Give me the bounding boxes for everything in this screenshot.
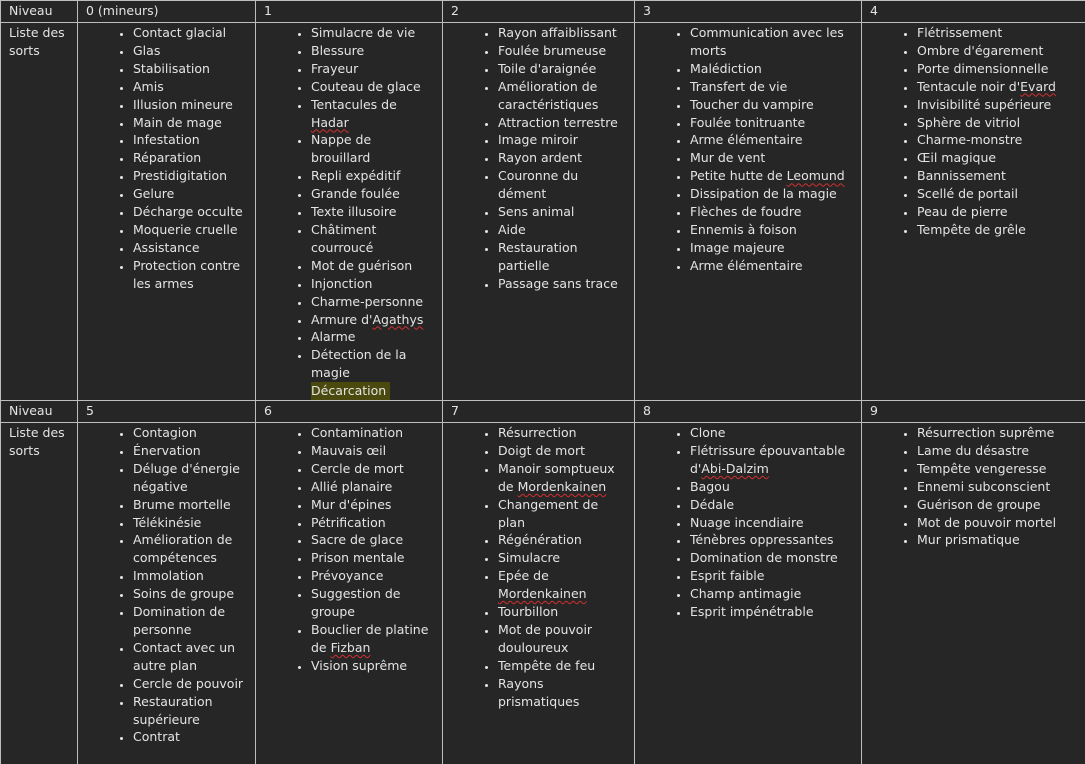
spell-item[interactable] xyxy=(133,496,247,514)
liste-label[interactable]: Liste des sorts xyxy=(1,423,78,764)
spell-item[interactable] xyxy=(498,42,626,60)
spell-cell[interactable] xyxy=(78,23,256,401)
spell-name: Tempête vengeresse xyxy=(917,461,1046,476)
spell-name: Simulacre xyxy=(498,550,560,565)
spell-name: Passage sans trace xyxy=(498,276,618,291)
spell-item[interactable] xyxy=(498,275,626,293)
spellcheck-underline: Agathys xyxy=(372,312,423,327)
spellcheck-underline: Mordenkainen xyxy=(498,586,587,601)
spell-name: Tentacule noir d'Evard xyxy=(917,79,1056,94)
spell-item[interactable] xyxy=(498,496,626,532)
spell-name: Œil magique xyxy=(917,150,996,165)
spell-item[interactable] xyxy=(917,424,1077,442)
spell-name: Bagou xyxy=(690,479,730,494)
spell-name: Aide xyxy=(498,222,526,237)
spell-item[interactable] xyxy=(690,149,853,167)
spell-name: Toucher du vampire xyxy=(690,97,814,112)
spell-item[interactable] xyxy=(133,60,247,78)
spell-name: Manoir somptueux de Mordenkainen xyxy=(498,461,615,494)
spell-list xyxy=(643,424,853,621)
spell-item[interactable] xyxy=(917,114,1077,132)
spell-item[interactable] xyxy=(133,639,247,675)
spell-item[interactable] xyxy=(133,42,247,60)
spell-name: Simulacre de vie xyxy=(311,25,415,40)
spell-name: Grande foulée xyxy=(311,186,400,201)
spell-cell[interactable] xyxy=(78,423,256,764)
spell-item[interactable] xyxy=(498,675,626,711)
spell-name: Flétrissement xyxy=(917,25,1002,40)
spell-item[interactable] xyxy=(311,24,434,42)
spell-name: Cercle de pouvoir xyxy=(133,676,243,691)
spell-name: Glas xyxy=(133,43,160,58)
level-cell[interactable]: 6 xyxy=(256,401,443,423)
spell-name: Doigt de mort xyxy=(498,443,585,458)
spell-name: Vision suprême xyxy=(311,658,407,673)
spell-list-row xyxy=(1,423,1085,764)
spell-item[interactable] xyxy=(917,460,1077,478)
spell-item[interactable] xyxy=(498,24,626,42)
spell-name: Contamination xyxy=(311,425,403,440)
spell-item[interactable] xyxy=(690,24,853,60)
spell-item[interactable] xyxy=(690,531,853,549)
spell-item[interactable] xyxy=(498,657,626,675)
spell-item[interactable] xyxy=(917,496,1077,514)
spell-name: Frayeur xyxy=(311,61,358,76)
spellcheck-underline: Mordenkainen xyxy=(518,479,607,494)
spell-item[interactable] xyxy=(917,478,1077,496)
spell-name: Domination de monstre xyxy=(690,550,838,565)
spellcheck-underline: Evard xyxy=(1020,79,1056,94)
spell-name: Sacre de glace xyxy=(311,532,403,547)
spell-item[interactable] xyxy=(498,221,626,239)
spell-list xyxy=(451,424,626,711)
spell-item[interactable] xyxy=(498,114,626,132)
spell-name: Allié planaire xyxy=(311,479,392,494)
spell-name: Immolation xyxy=(133,568,204,583)
spell-cell[interactable] xyxy=(862,23,1085,401)
spell-list xyxy=(86,24,247,293)
spellcheck-underline: Hadar xyxy=(311,115,349,130)
spell-name: Esprit impénétrable xyxy=(690,604,814,619)
spell-name: Rayon affaiblissant xyxy=(498,25,617,40)
spell-item[interactable] xyxy=(917,221,1077,239)
spell-item[interactable] xyxy=(133,531,247,567)
spell-item[interactable] xyxy=(917,96,1077,114)
level-header-row xyxy=(1,401,1085,423)
spell-item[interactable] xyxy=(311,221,434,257)
spell-name: Petite hutte de Leomund xyxy=(690,168,845,183)
spell-name: Télékinésie xyxy=(133,515,201,530)
spell-name: Arme élémentaire xyxy=(690,258,803,273)
spell-item[interactable] xyxy=(311,185,434,203)
spell-name: Charme-monstre xyxy=(917,132,1022,147)
spell-name: Tourbillon xyxy=(498,604,558,619)
level-cell[interactable]: 5 xyxy=(78,401,256,423)
spell-item[interactable] xyxy=(311,585,434,621)
spell-name: Infestation xyxy=(133,132,200,147)
spell-cell[interactable] xyxy=(256,423,443,764)
spell-list xyxy=(264,424,434,675)
spell-item[interactable] xyxy=(498,424,626,442)
spell-name: Foulée brumeuse xyxy=(498,43,606,58)
spell-name: Nuage incendiaire xyxy=(690,515,804,530)
level-cell[interactable]: 8 xyxy=(635,401,862,423)
spell-item[interactable] xyxy=(498,167,626,203)
spell-cell[interactable] xyxy=(635,23,862,401)
level-cell[interactable]: 0 (mineurs) xyxy=(78,1,256,23)
spell-name: Sphère de vitriol xyxy=(917,115,1020,130)
spell-list xyxy=(870,424,1077,549)
spell-name: Contagion xyxy=(133,425,197,440)
spell-item[interactable] xyxy=(133,585,247,603)
spell-item[interactable] xyxy=(133,424,247,442)
spell-cell[interactable] xyxy=(862,423,1085,764)
spell-item[interactable] xyxy=(133,442,247,460)
spell-item[interactable] xyxy=(917,42,1077,60)
spell-list xyxy=(643,24,853,275)
spell-item[interactable] xyxy=(498,239,626,275)
spell-name: Lame du désastre xyxy=(917,443,1029,458)
spell-item[interactable] xyxy=(917,167,1077,185)
spell-name: Ombre d'égarement xyxy=(917,43,1043,58)
spell-name: Arme élémentaire xyxy=(690,132,803,147)
spell-item[interactable] xyxy=(133,460,247,496)
spell-name: Suggestion de groupe xyxy=(311,586,400,619)
spell-name: Texte illusoire xyxy=(311,204,396,219)
spell-item[interactable] xyxy=(311,549,434,567)
spell-name: Mauvais œil xyxy=(311,443,386,458)
spell-item[interactable] xyxy=(498,203,626,221)
spell-name: Bouclier de platine de Fizban xyxy=(311,622,428,655)
spell-item[interactable] xyxy=(311,167,434,185)
spell-item[interactable] xyxy=(311,567,434,585)
spell-item[interactable] xyxy=(311,514,434,532)
spellcheck-underline: Fizban xyxy=(331,640,371,655)
spell-item[interactable] xyxy=(498,531,626,549)
spell-item[interactable] xyxy=(311,311,434,329)
spell-name: Mur d'épines xyxy=(311,497,391,512)
spell-item[interactable] xyxy=(311,203,434,221)
spell-name: Pétrification xyxy=(311,515,386,530)
spell-name: Charme-personne xyxy=(311,294,423,309)
niveau-label[interactable]: Niveau xyxy=(1,401,78,423)
spell-item[interactable] xyxy=(133,514,247,532)
spell-item[interactable] xyxy=(690,60,853,78)
spell-item[interactable] xyxy=(917,185,1077,203)
spell-item[interactable] xyxy=(311,460,434,478)
spell-item[interactable] xyxy=(917,131,1077,149)
spell-name: Décharge occulte xyxy=(133,204,243,219)
spellcheck-underline: Abi-Dalzim xyxy=(701,461,768,476)
spell-name: Blessure xyxy=(311,43,364,58)
spell-name: Restauration supérieure xyxy=(133,694,213,727)
spell-item[interactable] xyxy=(311,293,434,311)
spell-item[interactable] xyxy=(133,728,247,746)
spell-name: Contact avec un autre plan xyxy=(133,640,235,673)
spell-name: Attraction terrestre xyxy=(498,115,618,130)
spell-name: Guérison de groupe xyxy=(917,497,1041,512)
spell-name: Mur de vent xyxy=(690,150,765,165)
spell-name: Assistance xyxy=(133,240,200,255)
spell-list xyxy=(86,424,247,746)
spell-item[interactable] xyxy=(311,531,434,549)
spell-item[interactable] xyxy=(498,603,626,621)
spell-name: Mot de pouvoir douloureux xyxy=(498,622,592,655)
spell-name: Tempête de grêle xyxy=(917,222,1026,237)
spell-item[interactable] xyxy=(311,424,434,442)
spell-name: Ténèbres oppressantes xyxy=(690,532,834,547)
spell-item[interactable] xyxy=(917,78,1077,96)
spell-name: Communication avec les morts xyxy=(690,25,844,58)
spell-item[interactable] xyxy=(690,257,853,275)
spell-item[interactable] xyxy=(690,585,853,603)
level-cell[interactable]: 2 xyxy=(443,1,635,23)
spell-name: Tempête de feu xyxy=(498,658,595,673)
spell-item[interactable] xyxy=(311,275,434,293)
spell-name: Transfert de vie xyxy=(690,79,787,94)
spell-item[interactable] xyxy=(690,567,853,585)
spell-item[interactable] xyxy=(498,621,626,657)
spell-item[interactable] xyxy=(133,567,247,585)
spell-item[interactable] xyxy=(690,549,853,567)
spell-item[interactable] xyxy=(917,60,1077,78)
level-cell[interactable]: 7 xyxy=(443,401,635,423)
table-body xyxy=(1,1,1085,764)
spell-name: Alarme xyxy=(311,329,355,344)
spell-item[interactable] xyxy=(690,203,853,221)
spell-item[interactable] xyxy=(917,24,1077,42)
spell-name: Prestidigitation xyxy=(133,168,227,183)
spell-name: Mot de pouvoir mortel xyxy=(917,515,1056,530)
spell-name: Amélioration de caractéristiques xyxy=(498,79,598,112)
level-cell[interactable]: 9 xyxy=(862,401,1085,423)
spell-item[interactable] xyxy=(690,442,853,478)
level-cell[interactable]: 4 xyxy=(862,1,1085,23)
spell-name: Invisibilité supérieure xyxy=(917,97,1051,112)
spell-name: Bannissement xyxy=(917,168,1006,183)
spell-name: Clone xyxy=(690,425,725,440)
spell-name: Brume mortelle xyxy=(133,497,231,512)
spell-list xyxy=(870,24,1077,239)
spell-name: Ennemis à foison xyxy=(690,222,797,237)
spell-item[interactable] xyxy=(498,442,626,460)
spell-name: Malédiction xyxy=(690,61,762,76)
spell-name: Stabilisation xyxy=(133,61,210,76)
spell-cell[interactable] xyxy=(443,23,635,401)
spell-name: Gelure xyxy=(133,186,174,201)
spell-item[interactable] xyxy=(311,346,434,382)
spell-name: Cercle de mort xyxy=(311,461,404,476)
spell-cell[interactable] xyxy=(256,23,443,401)
spell-item[interactable] xyxy=(133,96,247,114)
spell-item[interactable] xyxy=(311,657,434,675)
spell-item[interactable] xyxy=(133,131,247,149)
spell-name: Champ antimagie xyxy=(690,586,801,601)
spell-item[interactable] xyxy=(133,603,247,639)
level-cell[interactable]: 3 xyxy=(635,1,862,23)
spell-item[interactable] xyxy=(690,114,853,132)
spell-item[interactable] xyxy=(311,328,434,346)
spell-item[interactable] xyxy=(690,78,853,96)
spell-cell[interactable] xyxy=(443,423,635,764)
spell-name: Illusion mineure xyxy=(133,97,233,112)
spell-item[interactable] xyxy=(311,257,434,275)
spell-item[interactable] xyxy=(311,442,434,460)
spell-item[interactable] xyxy=(498,149,626,167)
spell-name: Prévoyance xyxy=(311,568,383,583)
spell-item[interactable] xyxy=(690,478,853,496)
spell-name: Énervation xyxy=(133,443,201,458)
niveau-label[interactable]: Niveau xyxy=(1,1,78,23)
spell-name: Flèches de foudre xyxy=(690,204,801,219)
spell-item[interactable] xyxy=(133,149,247,167)
spell-item[interactable] xyxy=(690,514,853,532)
spell-item[interactable] xyxy=(311,478,434,496)
spell-name: Porte dimensionnelle xyxy=(917,61,1048,76)
spell-item[interactable] xyxy=(311,78,434,96)
spell-item[interactable] xyxy=(917,149,1077,167)
spell-name: Protection contre les armes xyxy=(133,258,240,291)
spell-name: Image majeure xyxy=(690,240,785,255)
spell-item[interactable] xyxy=(690,239,853,257)
spell-item[interactable] xyxy=(133,114,247,132)
spell-item[interactable] xyxy=(133,24,247,42)
spell-name: Domination de personne xyxy=(133,604,225,637)
spell-name: Main de mage xyxy=(133,115,222,130)
spell-item[interactable] xyxy=(311,131,434,167)
spell-name: Couteau de glace xyxy=(311,79,421,94)
spell-item[interactable] xyxy=(498,567,626,603)
spell-item[interactable] xyxy=(690,185,853,203)
spell-item[interactable] xyxy=(917,442,1077,460)
spell-name: Changement de plan xyxy=(498,497,598,530)
spell-name: Peau de pierre xyxy=(917,204,1008,219)
spell-item[interactable] xyxy=(311,496,434,514)
spell-name: Contrat xyxy=(133,729,180,744)
spell-name: Flétrissure épouvantable d'Abi-Dalzim xyxy=(690,443,845,476)
spell-item-highlighted[interactable] xyxy=(311,382,390,400)
spell-item[interactable] xyxy=(133,78,247,96)
spell-name: Foulée tonitruante xyxy=(690,115,805,130)
spell-name: Epée de Mordenkainen xyxy=(498,568,587,601)
spell-item[interactable] xyxy=(311,96,434,132)
spell-item[interactable] xyxy=(498,78,626,114)
spell-item[interactable] xyxy=(133,203,247,221)
liste-label[interactable]: Liste des sorts xyxy=(1,23,78,401)
spell-name: Mur prismatique xyxy=(917,532,1020,547)
spell-name: Dissipation de la magie xyxy=(690,186,837,201)
spell-item[interactable] xyxy=(133,675,247,693)
spell-item[interactable] xyxy=(690,603,853,621)
spell-name: Amélioration de compétences xyxy=(133,532,232,565)
spell-name: Réparation xyxy=(133,150,201,165)
spell-item[interactable] xyxy=(133,185,247,203)
spell-item[interactable] xyxy=(311,42,434,60)
spell-item[interactable] xyxy=(690,424,853,442)
spell-name: Moquerie cruelle xyxy=(133,222,238,237)
spell-name: Résurrection xyxy=(498,425,577,440)
spell-item[interactable] xyxy=(133,693,247,729)
spell-name: Détection de la magie xyxy=(311,347,406,380)
spell-name: Rayon ardent xyxy=(498,150,582,165)
spell-name: Rayons prismatiques xyxy=(498,676,579,709)
spell-item[interactable] xyxy=(690,496,853,514)
spell-name: Dédale xyxy=(690,497,734,512)
spell-name: Ennemi subconscient xyxy=(917,479,1050,494)
spell-item[interactable] xyxy=(917,203,1077,221)
spell-item[interactable] xyxy=(690,221,853,239)
spell-name: Résurrection suprême xyxy=(917,425,1054,440)
spell-item[interactable] xyxy=(133,239,247,257)
spell-name: Déluge d'énergie négative xyxy=(133,461,240,494)
spell-name: Amis xyxy=(133,79,164,94)
spell-name: Nappe de brouillard xyxy=(311,132,371,165)
spell-item[interactable] xyxy=(690,131,853,149)
spell-item[interactable] xyxy=(498,131,626,149)
spell-item[interactable] xyxy=(133,257,247,293)
spell-item[interactable] xyxy=(498,549,626,567)
spell-item[interactable] xyxy=(311,60,434,78)
spell-item[interactable] xyxy=(498,60,626,78)
spell-item[interactable] xyxy=(133,221,247,239)
spell-item[interactable] xyxy=(311,621,434,657)
spell-name: Mot de guérison xyxy=(311,258,412,273)
spell-name: Régénération xyxy=(498,532,582,547)
spell-name: Couronne du dément xyxy=(498,168,578,201)
spell-name: Injonction xyxy=(311,276,372,291)
spell-name: Image miroir xyxy=(498,132,578,147)
spell-name: Toile d'araignée xyxy=(498,61,596,76)
spell-name: Scellé de portail xyxy=(917,186,1018,201)
spell-name: Contact glacial xyxy=(133,25,226,40)
spell-name: Repli expéditif xyxy=(311,168,400,183)
spell-list xyxy=(451,24,626,293)
spell-name: Soins de groupe xyxy=(133,586,234,601)
spell-name: Prison mentale xyxy=(311,550,405,565)
level-header-row xyxy=(1,1,1085,23)
spell-item[interactable] xyxy=(917,531,1077,549)
spell-name: Restauration partielle xyxy=(498,240,578,273)
spellcheck-underline: Leomund xyxy=(787,168,845,183)
spell-name: Tentacules de Hadar xyxy=(311,97,397,130)
spell-item[interactable] xyxy=(917,514,1077,532)
spell-item[interactable] xyxy=(498,460,626,496)
spell-name: Châtiment courroucé xyxy=(311,222,376,255)
spell-item[interactable] xyxy=(133,167,247,185)
spell-name: Esprit faible xyxy=(690,568,764,583)
spell-list-row xyxy=(1,23,1085,401)
spell-name: Décarcation xyxy=(311,383,386,398)
level-cell[interactable]: 1 xyxy=(256,1,443,23)
spell-name: Armure d'Agathys xyxy=(311,312,423,327)
spell-name: Sens animal xyxy=(498,204,574,219)
spell-item[interactable] xyxy=(690,167,853,185)
spell-cell[interactable] xyxy=(635,423,862,764)
spell-item[interactable] xyxy=(690,96,853,114)
spell-list xyxy=(264,24,434,400)
